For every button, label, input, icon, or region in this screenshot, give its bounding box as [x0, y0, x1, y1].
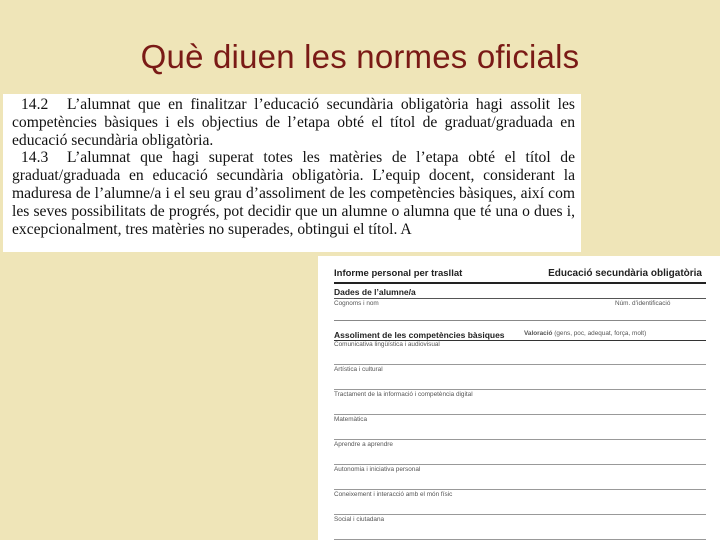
competence-label: Autonomia i iniciativa personal [334, 466, 421, 473]
transfer-report-form [318, 256, 720, 540]
competence-label: Comunicativa lingüística i audiovisual [334, 341, 440, 348]
competence-label: Social i ciutadana [334, 516, 385, 523]
competence-label: Tractament de la informació i competència digital [334, 391, 473, 398]
competence-row [334, 515, 706, 540]
competence-label: Artística i cultural [334, 366, 383, 373]
competence-row [334, 490, 706, 515]
article-number: 14.2 [21, 96, 49, 113]
competence-row [334, 365, 706, 390]
competence-label: Coneixement i interacció amb el món físic [334, 491, 453, 498]
article-14-3 [12, 149, 575, 238]
student-fields [334, 300, 706, 307]
competence-row [334, 390, 706, 415]
student-section-title: Dades de l’alumne/a [334, 287, 706, 299]
article-14-2 [12, 96, 575, 149]
valuation-label: Valoració [524, 330, 553, 337]
competence-row [334, 465, 706, 490]
competences-section-label: Assoliment de les competències bàsiques [334, 330, 505, 340]
slide-title: Què diuen les normes oficials [140, 38, 580, 75]
surname-label: Cognoms i nom [334, 300, 379, 307]
id-label: Núm. d’identificació [615, 300, 671, 307]
form-stage: Educació secundària obligatòria [548, 268, 702, 279]
competence-label: Matemàtica [334, 416, 368, 423]
article-number: 14.3 [21, 149, 49, 167]
form-header [334, 264, 706, 284]
competence-row [334, 340, 706, 365]
article-text: L’alumnat que en finalitzar l’educació secundària obligatòria hagi assolit les competències bàsiques i els objectius de l’etapa obté el títol de graduat/graduada en educació secundària obligatòria. [12, 96, 575, 149]
legal-text-excerpt [3, 94, 581, 252]
competence-row [334, 415, 706, 440]
form-title: Informe personal per trasllat [334, 268, 463, 279]
article-text: L’alumnat que hagi superat totes les matèries de l’etapa obté el títol de graduat/graduada en educació secundària obligatòria. L’equip docent, considerant la maduresa de l’alumne/a i el seu grau d’assoliment de les competències bàsiques, així com les seves possibilitats de progrés, pot decidir que un alumne o alumna que té una o dues i, excepcionalment, tres matèries no superades, obtingui el títol. A [12, 149, 575, 238]
divider [334, 320, 706, 321]
valuation-options: (gens, poc, adequat, força, molt) [554, 330, 647, 337]
competence-row [334, 440, 706, 465]
competence-label: Aprendre a aprendre [334, 441, 393, 448]
valuation-legend [524, 330, 646, 337]
